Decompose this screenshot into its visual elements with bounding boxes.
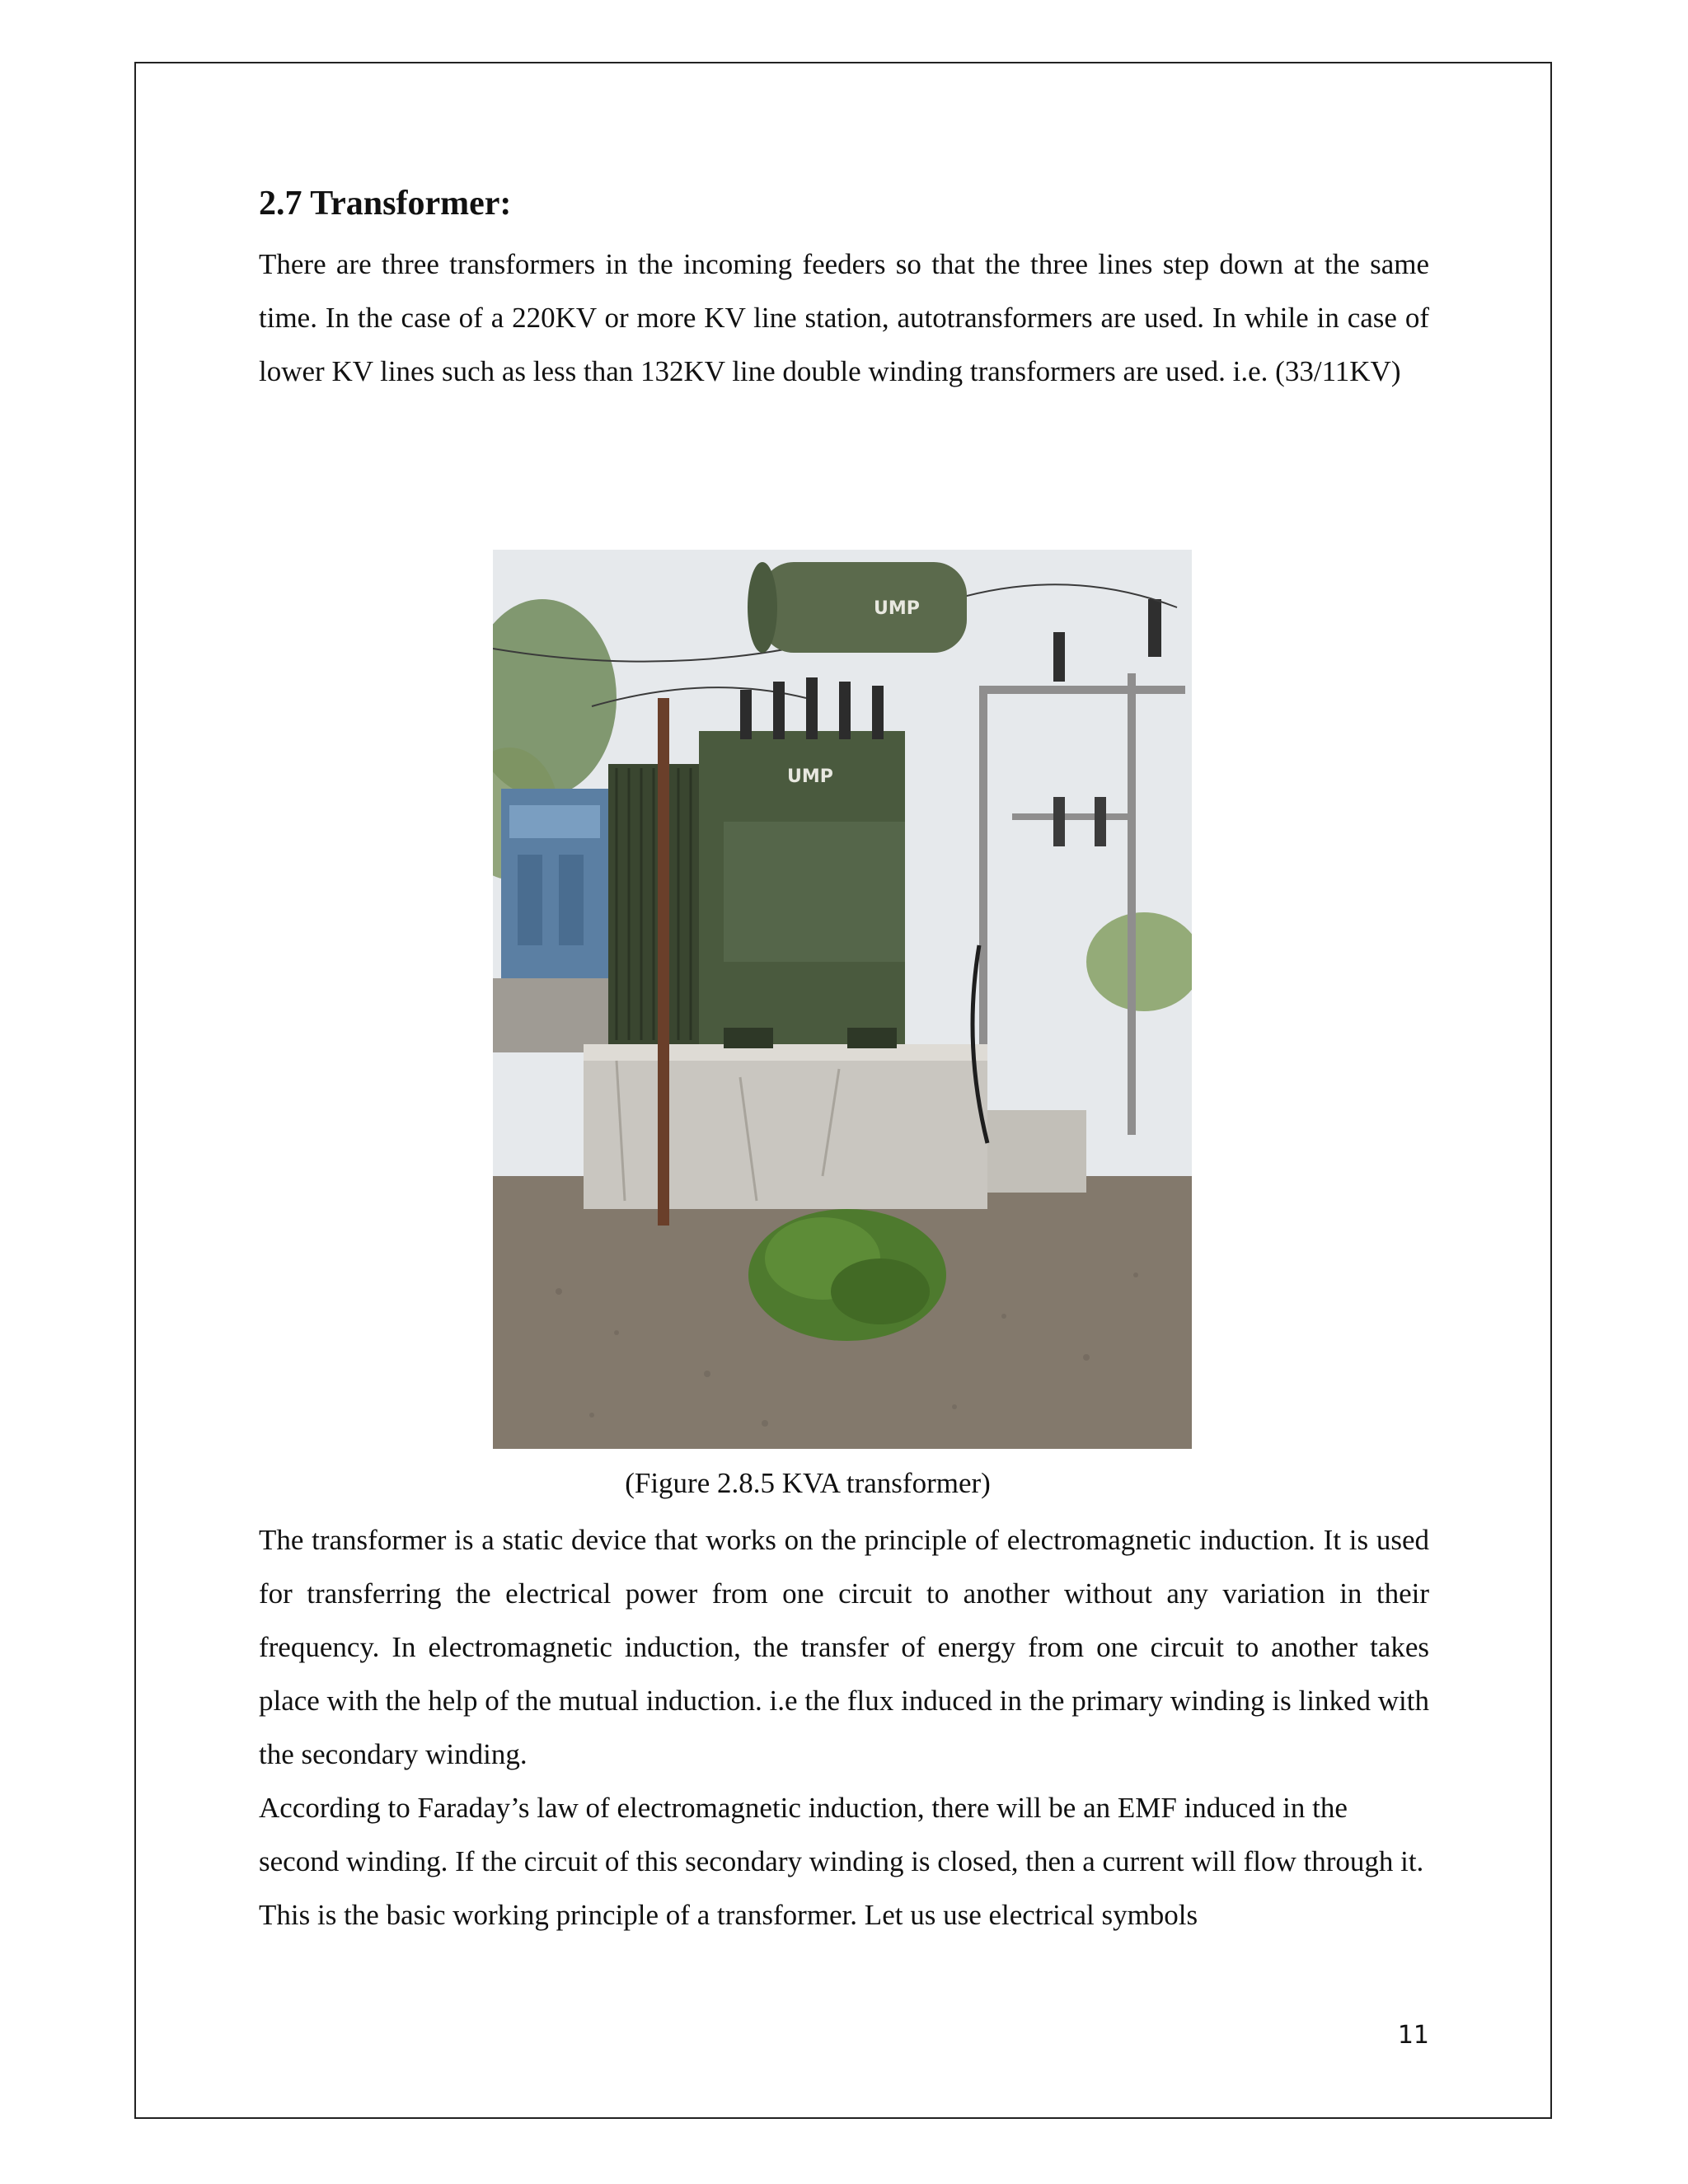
- page-number: 11: [1397, 2021, 1429, 2050]
- top-section: [259, 183, 1429, 398]
- photo-pole: [658, 698, 669, 1226]
- section-heading: [259, 183, 1429, 224]
- photo-brand-text: UMP: [787, 766, 833, 787]
- body-paragraph-1: The transformer is a static device that works on the principle of electromagnetic induction. It is used for transferring the electrical power from one circuit to another without any variation in their frequency. In electromagnetic induction, the transfer of energy from one circuit to another takes place with the help of the mutual induction. i.e the flux induced in the primary winding is linked with the secondary winding.: [259, 1524, 1429, 1770]
- photo-plinth: [584, 1044, 987, 1209]
- section-title: 2.7 Transformer: [259, 185, 500, 223]
- body-paragraph-2: According to Faraday’s law of electromagnetic induction, there will be an EMF induced in the second winding. If the circuit of this secondary winding is closed, then a current will flow through it. This is the basic working principle of a transformer. Let us use electrical symbols: [259, 1792, 1424, 1931]
- figure-caption: (Figure 2.8.5 KVA transformer): [625, 1467, 991, 1499]
- photo-brand-text-2: UMP: [874, 598, 920, 619]
- intro-paragraph: There are three transformers in the incoming feeders so that the three lines step down at the same time. In the case of a 220KV or more KV line station, autotransformers are used. In while in case of lower KV lines such as less than 132KV line double winding transformers are used. i.e. (33/11KV): [259, 248, 1429, 388]
- photo-conservator: [761, 562, 967, 653]
- transformer-photo: [493, 550, 1192, 1449]
- section-colon: :: [499, 185, 512, 223]
- bottom-section: [259, 1513, 1429, 1942]
